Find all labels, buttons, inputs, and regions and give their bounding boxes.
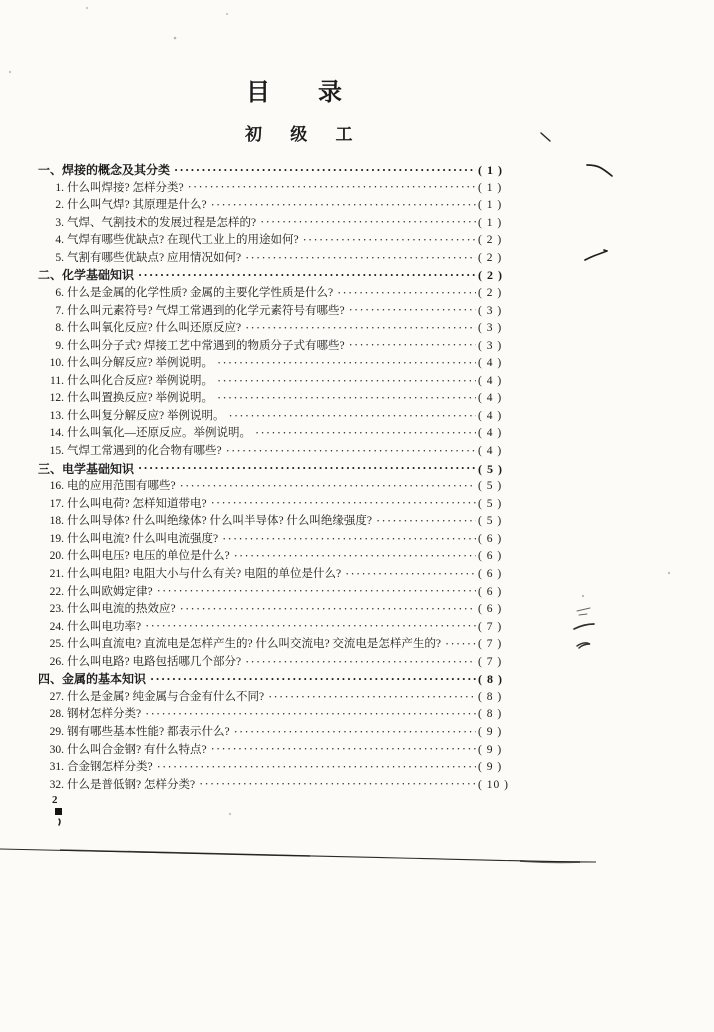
page-number: ( 9 ) (478, 743, 503, 756)
page-number: ( 9 ) (478, 726, 503, 738)
toc-item-label: 什么叫电流? 什么叫电流强度? (67, 532, 219, 545)
toc-item-label: 什么叫焊接? 怎样分类? (67, 181, 184, 194)
footer-page-mark: 2 (52, 794, 58, 806)
toc-item-label: 气焊工常遇到的化合物有哪些? (67, 445, 222, 457)
toc-item-row (38, 512, 524, 530)
dot-leader (345, 567, 476, 581)
toc-item-label: 什么叫元素符号? 气焊工常遇到的化学元素符号有哪些? (67, 304, 345, 317)
toc-item-label: 什么是金属的化学性质? 金属的主要化学性质是什么? (67, 286, 334, 299)
toc-item-row (38, 565, 524, 583)
page-number: ( 1 ) (478, 181, 503, 194)
toc-item-label: 什么叫氧化—还原反应。举例说明。 (67, 427, 251, 440)
toc-item-label: 什么叫电功率? (67, 620, 142, 633)
page-number: ( 5 ) (478, 515, 503, 528)
page-number: ( 4 ) (478, 427, 503, 440)
page-number: ( 3 ) (478, 322, 503, 335)
page-number: ( 1 ) (478, 163, 503, 177)
page-number: ( 9 ) (478, 761, 503, 774)
toc-item-number: 17. (49, 497, 64, 510)
scan-speck (174, 37, 177, 40)
toc-item-label: 什么叫合金钢? 有什么特点? (67, 743, 207, 756)
toc-item-row (38, 758, 524, 776)
scan-crease-line (0, 849, 596, 862)
toc-item-label: 电的应用范围有哪些? (67, 480, 176, 493)
toc-item-label: 什么叫电压? 电压的单位是什么? (67, 550, 230, 563)
page-number: ( 8 ) (478, 708, 503, 721)
scan-speck (668, 572, 670, 574)
dot-leader (217, 356, 476, 370)
toc-item-row (38, 741, 524, 759)
toc-item-number: 29. (49, 726, 64, 738)
toc-item-label: 什么叫欧姆定律? (67, 585, 153, 598)
toc-section-row (38, 266, 524, 284)
scan-speck (9, 71, 11, 73)
toc-item-row (38, 442, 524, 460)
toc-item-label: 什么叫分解反应? 举例说明。 (67, 357, 213, 370)
scan-speck (229, 813, 231, 815)
toc-item-number: 9. (55, 339, 64, 352)
toc-item-label: 什么叫化合反应? 举例说明。 (67, 374, 213, 387)
dot-leader (180, 602, 476, 616)
toc-item-label: 钢有哪些基本性能? 都表示什么? (67, 726, 230, 738)
toc-item-number: 3. (55, 216, 64, 229)
page-number: ( 1 ) (478, 199, 503, 212)
toc-item-row (38, 407, 524, 425)
page-number: ( 6 ) (478, 567, 503, 580)
page-number: ( 1 ) (478, 216, 503, 229)
dot-leader (145, 707, 476, 721)
pencil-mark (577, 608, 590, 615)
toc-item-row (38, 530, 524, 548)
dot-leader (199, 777, 476, 791)
dot-leader (245, 251, 476, 265)
ink-blot (55, 808, 62, 815)
dot-leader (228, 409, 476, 423)
toc-item-number: 23. (49, 603, 64, 616)
toc-item-number: 15. (49, 445, 64, 457)
toc-item-row (38, 196, 524, 214)
dot-leader (445, 637, 476, 651)
dot-leader (234, 725, 476, 739)
toc-item-row (38, 354, 524, 372)
page-number: ( 6 ) (478, 585, 503, 598)
dot-leader (260, 215, 476, 229)
toc-item-row (38, 372, 524, 390)
toc-item-row (38, 688, 524, 706)
dot-leader (138, 461, 476, 475)
page-number: ( 7 ) (478, 655, 503, 668)
dot-leader (222, 532, 476, 546)
page-number: ( 4 ) (478, 392, 503, 405)
toc-item-number: 10. (49, 357, 64, 370)
table-of-contents (38, 161, 524, 793)
toc-item-label: 气焊、气割技术的发展过程是怎样的? (67, 216, 257, 229)
toc-item-number: 21. (49, 567, 64, 580)
dot-leader (180, 479, 476, 493)
dot-leader (245, 655, 476, 669)
toc-item-label: 合金钢怎样分类? (67, 761, 153, 774)
dot-leader (211, 496, 476, 510)
page-number: ( 7 ) (478, 620, 503, 633)
dot-leader (188, 180, 476, 194)
toc-item-number: 28. (49, 708, 64, 721)
toc-item-row (38, 547, 524, 565)
page-number: ( 6 ) (478, 603, 503, 616)
dot-leader (211, 198, 476, 212)
dot-leader (245, 321, 476, 335)
toc-item-number: 12. (49, 392, 64, 405)
page-number: ( 5 ) (478, 461, 503, 476)
scan-crease-line (520, 861, 580, 862)
page-number: ( 4 ) (478, 445, 503, 457)
toc-section-row (38, 161, 524, 179)
page-number: ( 4 ) (478, 374, 503, 387)
dot-leader (255, 426, 476, 440)
toc-item-label: 什么叫电流的热效应? (67, 603, 176, 616)
toc-item-number: 32. (49, 778, 64, 791)
dot-leader (337, 286, 476, 300)
toc-item-number: 8. (55, 322, 64, 335)
toc-item-label: 什么叫电阻? 电阻大小与什么有关? 电阻的单位是什么? (67, 567, 342, 580)
dot-leader (174, 163, 476, 177)
scan-speck (582, 595, 584, 597)
pencil-mark (574, 624, 594, 629)
toc-item-row (38, 319, 524, 337)
page-number: ( 3 ) (478, 339, 503, 352)
toc-item-label: 什么叫分子式? 焊接工艺中常遇到的物质分子式有哪些? (67, 339, 345, 352)
toc-item-label: 什么是普低钢? 怎样分类? (67, 778, 196, 791)
toc-item-number: 7. (55, 304, 64, 317)
toc-item-label: 什么叫气焊? 其原理是什么? (67, 199, 207, 212)
page-number: ( 2 ) (478, 268, 503, 283)
page-number: ( 5 ) (478, 497, 503, 510)
toc-item-row (38, 723, 524, 741)
page-number: ( 2 ) (478, 234, 503, 247)
page-number: ( 6 ) (478, 532, 503, 545)
toc-section-row (38, 670, 524, 688)
toc-item-label: 气割有哪些优缺点? 应用情况如何? (67, 251, 242, 264)
toc-item-number: 20. (49, 550, 64, 563)
page-number: ( 4 ) (478, 357, 503, 370)
page-number: ( 5 ) (478, 480, 503, 493)
toc-section-label: 三、电学基础知识 (38, 461, 135, 476)
toc-item-label: 什么叫置换反应? 举例说明。 (67, 392, 213, 405)
toc-section-label: 一、焊接的概念及其分类 (38, 163, 171, 177)
scan-speck (86, 7, 88, 9)
toc-item-number: 13. (49, 409, 64, 422)
dot-leader (349, 338, 476, 352)
toc-item-label: 什么是金属? 纯金属与合金有什么不同? (67, 690, 265, 703)
page-number: ( 10 ) (478, 778, 509, 791)
dot-leader (226, 444, 476, 458)
toc-item-label: 什么叫导体? 什么叫绝缘体? 什么叫半导体? 什么叫绝缘强度? (67, 515, 373, 528)
toc-item-row (38, 231, 524, 249)
toc-section-row (38, 460, 524, 478)
toc-item-row (38, 389, 524, 407)
toc-item-number: 18. (49, 515, 64, 528)
dot-leader (145, 619, 476, 633)
toc-item-row (38, 284, 524, 302)
toc-item-row (38, 600, 524, 618)
scan-speck (226, 13, 228, 15)
page-title: 目 录 (246, 80, 363, 106)
toc-item-row (38, 495, 524, 513)
pencil-mark (577, 643, 590, 648)
toc-section-label: 二、化学基础知识 (38, 268, 135, 283)
toc-item-row (38, 249, 524, 267)
toc-item-number: 26. (49, 655, 64, 668)
toc-item-label: 什么叫电路? 电路包括哪几个部分? (67, 655, 242, 668)
toc-item-row (38, 302, 524, 320)
page-number: ( 8 ) (478, 690, 503, 703)
dot-leader (211, 742, 476, 756)
dot-leader (376, 514, 476, 528)
toc-item-number: 24. (49, 620, 64, 633)
toc-item-row (38, 214, 524, 232)
toc-item-number: 1. (55, 181, 64, 194)
toc-item-row (38, 337, 524, 355)
dot-leader (217, 391, 476, 405)
toc-item-label: 钢材怎样分类? (67, 708, 142, 721)
page-number: ( 4 ) (478, 409, 503, 422)
toc-item-label: 什么叫直流电? 直流电是怎样产生的? 什么叫交流电? 交流电是怎样产生的? (67, 638, 442, 651)
toc-item-number: 16. (49, 480, 64, 493)
toc-item-label: 什么叫电荷? 怎样知道带电? (67, 497, 207, 510)
toc-item-number: 19. (49, 532, 64, 545)
toc-item-row (38, 583, 524, 601)
page-number: ( 6 ) (478, 550, 503, 563)
toc-item-number: 14. (49, 427, 64, 440)
toc-item-number: 22. (49, 585, 64, 598)
dot-leader (157, 584, 476, 598)
toc-item-row (38, 618, 524, 636)
toc-item-row (38, 705, 524, 723)
page-number: ( 2 ) (478, 286, 503, 299)
dot-leader (303, 233, 476, 247)
dot-leader (349, 303, 476, 317)
toc-item-number: 5. (55, 251, 64, 264)
page-number: ( 7 ) (478, 638, 503, 651)
dot-leader (268, 690, 476, 704)
toc-item-number: 6. (55, 286, 64, 299)
pen-tick-mark (541, 133, 550, 141)
toc-item-number: 2. (55, 199, 64, 212)
dot-leader (138, 268, 476, 282)
page-number: ( 8 ) (478, 672, 503, 687)
pen-slash-mark (585, 250, 607, 260)
dot-leader (234, 549, 476, 563)
toc-item-number: 31. (49, 761, 64, 774)
toc-item-number: 11. (50, 374, 64, 387)
toc-item-number: 30. (49, 743, 64, 756)
toc-item-row (38, 653, 524, 671)
toc-item-row (38, 477, 524, 495)
toc-item-label: 什么叫复分解反应? 举例说明。 (67, 409, 225, 422)
ink-comma (59, 819, 60, 825)
toc-item-number: 4. (55, 234, 64, 247)
toc-item-label: 什么叫氧化反应? 什么叫还原反应? (67, 322, 242, 335)
page-number: ( 2 ) (478, 251, 503, 264)
toc-item-row (38, 635, 524, 653)
scan-crease-line (60, 850, 310, 856)
toc-section-label: 四、金属的基本知识 (38, 672, 147, 687)
page-number: ( 3 ) (478, 304, 503, 317)
pen-slash-mark (587, 165, 612, 176)
toc-item-number: 25. (49, 638, 64, 651)
toc-item-label: 气焊有哪些优缺点? 在现代工业上的用途如何? (67, 234, 299, 247)
toc-item-row (38, 424, 524, 442)
dot-leader (150, 672, 476, 686)
dot-leader (217, 374, 476, 388)
toc-item-number: 27. (49, 690, 64, 703)
toc-item-row (38, 776, 524, 794)
section-subtitle: 初 级 工 (245, 125, 365, 144)
dot-leader (157, 760, 476, 774)
toc-item-row (38, 179, 524, 197)
